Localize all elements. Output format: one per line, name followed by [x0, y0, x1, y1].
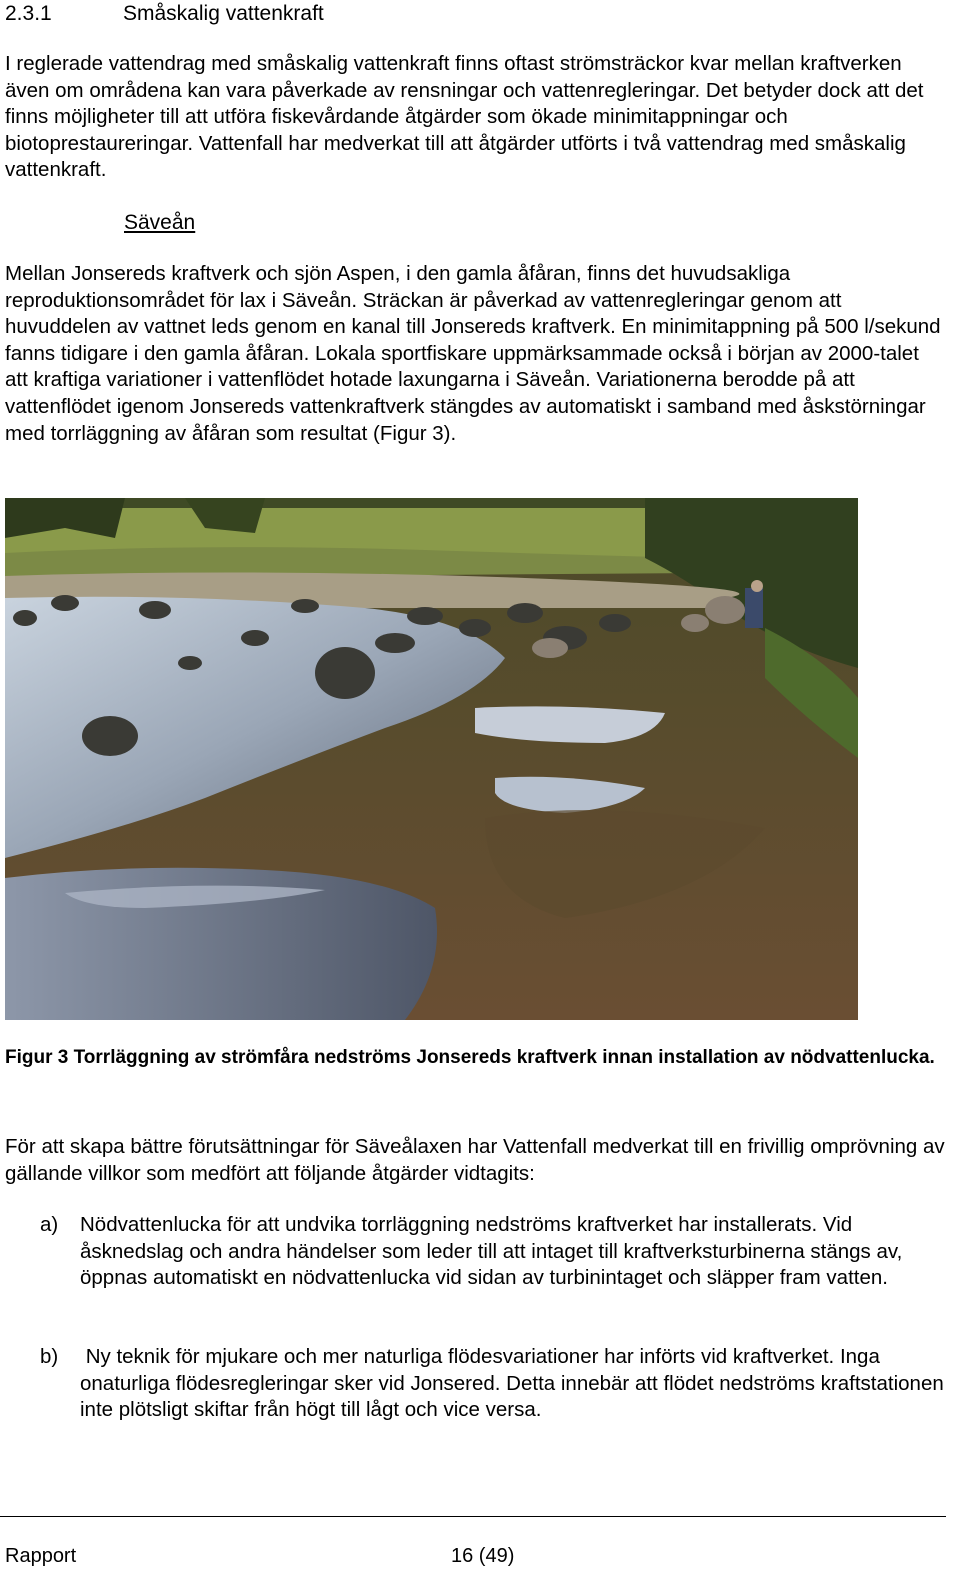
footer-report-label: Rapport [5, 1545, 77, 1567]
list-item-text: Ny teknik för mjukare och mer naturliga flödesvariationer har införts vid kraftverket. Inga onaturliga flödesregleringar sker vid Jonsered. Detta innebär att flödet nedströms kraftstationen inte plötsligt skiftar från högt till lågt och vice versa. [80, 1345, 950, 1422]
measure-item-b [40, 1344, 950, 1424]
figure-photo [5, 498, 858, 1020]
footer-page-number: 16 (49) [451, 1545, 515, 1567]
subheading-saveaan: Säveån [124, 211, 196, 234]
body-paragraph-2: För att skapa bättre förutsättningar för Säveålaxen har Vattenfall medverkat till en frivillig omprövning av gällande villkor som medfört att följande åtgärder vidtagits: [5, 1135, 945, 1185]
list-marker: b) [40, 1345, 59, 1368]
section-number: 2.3.1 [5, 2, 52, 25]
section-title: Småskalig vattenkraft [123, 2, 324, 25]
measure-item-a [40, 1212, 945, 1292]
list-marker: a) [40, 1213, 59, 1236]
body-paragraph-1: Mellan Jonsereds kraftverk och sjön Aspen, i den gamla åfåran, finns det huvudsakliga reproduktionsområdet för lax i Säveån. Sträckan är påverkad av vattenregleringar genom att huvuddelen av vattnet leds genom en kanal till Jonsereds kraftverk. En minimitappning på 500 l/sekund fanns tidigare i den gamla åfåran. Lokala sportfiskare uppmärksammade också i början av 2000-talet att kraftiga variationer i vattenflödet hotade laxungarna i Säveån. Variationerna berodde på att vattenflödet igenom Jonsereds vattenkraftverk stängdes av automatiskt i samband med åskstörningar med torrläggning av åfåran som resultat (Figur 3). [5, 262, 941, 445]
figure-caption: Figur 3 Torrläggning av strömfåra nedströms Jonsereds kraftverk innan installation av nödvattenlucka. [5, 1047, 935, 1068]
intro-paragraph: I reglerade vattendrag med småskalig vattenkraft finns oftast strömsträckor kvar mellan kraftverken även om områdena kan vara påverkade av rensningar och vattenregleringar. Det betyder dock att det finns möjligheter till att utföra fiskevårdande åtgärder som ökade minimitappningar och biotoprestaureringar. Vattenfall har medverkat till att åtgärder utförts i två vattendrag med småskalig vattenkraft. [5, 52, 924, 182]
section-heading [5, 0, 324, 28]
list-item-text: Nödvattenlucka för att undvika torrläggning nedströms kraftverket har installerats. Vid åsknedslag och andra händelser som leder till att intaget till kraftverksturbinerna stängs av, öppnas automatiskt en nödvattenlucka vid sidan av turbinintaget och släpper fram vatten. [80, 1213, 903, 1290]
footer-divider [0, 1516, 946, 1517]
